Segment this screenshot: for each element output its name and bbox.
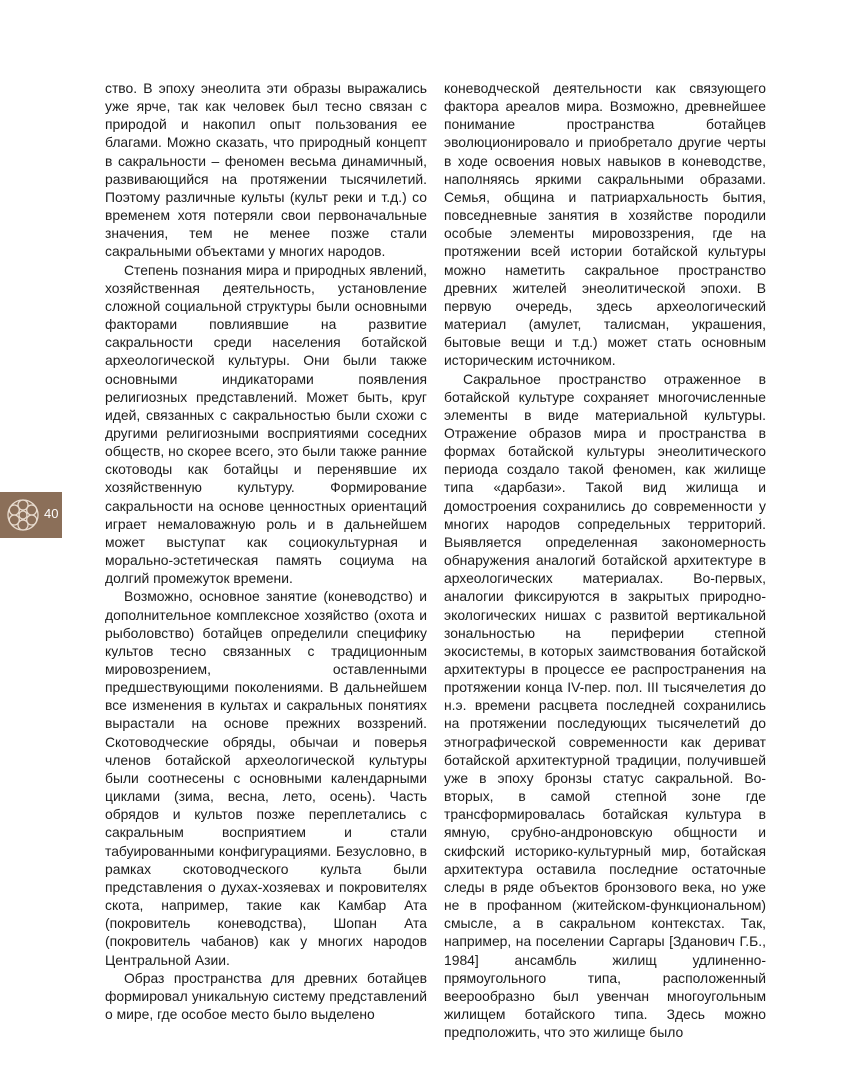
paragraph: Степень познания мира и природных явлений, хозяйственная деятельность, установление сложной социальной структуры были основными факторами повлиявшие на развитие сакральности среди населения ботайской археологической культуры. Они были также основными индикаторами появления религиозных представлений. Может быть, круг идей, связанных с сакральностью были схожи с другими религиозными восприятиями соседних обществ, но скорее всего, это были также ранние скотоводы как ботайцы и перенявшие их хозяйственную культуру. Формирование сакральности на основе ценностных ориентаций играет немаловажную роль и в дальнейшем может выступат как социокультурная и морально-эстетическая память социума на долгий промежуток времени. [105,261,427,587]
right-text-column [444,79,766,1041]
rosette-ornament-icon [4,497,42,533]
left-text-column [105,79,427,1023]
paragraph: ство. В эпоху энеолита эти образы выражались уже ярче, так как человек был тесно связан с природой и накопил опыт пользования ее благами. Можно сказать, что природный концепт в сакральности – феномен весьма динамичный, развивающийся на протяжении тысячилетий. Поэтому различные культы (культ реки и т.д.) со временем хотя потеряли свои первоначальные значения, тем не менее позже стали сакральными объектами у многих народов. [105,80,427,260]
paragraph: Сакральное пространство отраженное в ботайской культуре сохраняет многочисленные элементы в виде материальной культуры. Отражение образов мира и пространства в формах ботайской культуры энеолитического периода создало такой феномен, как жилище типа «дарбази». Такой вид жилища и домостроения сохранились до современности у многих народов сопредельных территорий. Выявляется определенная закономерность обнаружения аналогий ботайской архитектуре в археологических материалах. Во-первых, аналогии фиксируются в закрытых природно-экологических нишах с развитой вертикальной зональностью на периферии степной экосистемы, в которых заимствования ботайской архитектуры в процессе ее распространения на протяжении конца IV-пер. пол. III тысячелетия до н.э. времени расцвета последней сохранились на протяжении последующих тысячелетий до этнографической современности как дериват ботайской архитектурной традиции, получившей уже в эпоху бронзы статус сакральной. Во-вторых, в самой степной зоне где трансформировалась ботайская культура в ямную, срубно-андроновскую общности и скифский историко-культурный мир, ботайская архитектура оставила последние остаточные следы в ряде объектов бронзового века, но уже не в профанном (житейском-функциональном) смысле, а в сакральном контекстах. Так, например, на поселении Саргары [Зданович Г.Б., 1984] ансамбль жилищ удлиненно-прямоугольного типа, расположенный веерообразно был увенчан многоугольным жилищем ботайского типа. Здесь можно предположить, что это жилище было [444,370,766,1041]
page-number-tab [0,492,62,538]
paragraph: Возможно, основное занятие (коневодство) и дополнительное комплексное хозяйство (охота и рыболовство) ботайцев определили специфику культов тесно связанных с традиционным мировозрением, оставленными предшествующими поколениями. В дальнейшем все изменения в культах и сакральных понятиях вырастали на основе прежних воззрений. Скотоводческие обряды, обычаи и поверья членов ботайской археологической культуры были соотнесены с основными календарными циклами (зима, весна, лето, осень). Часть обрядов и культов позже переплетались с сакральным восприятием и стали табуированными конфигурациями. Безусловно, в рамках скотоводческого культа были представления о духах-хозяевах и покровителях скота, например, такие как Камбар Ата (покровитель коневодства), Шопан Ата (покровитель чабанов) как у многих народов Центральной Азии. [105,588,427,968]
paragraph: Образ пространства для древних ботайцев формировал уникальную систему представлений о мире, где особое место было выделено [105,969,427,1022]
paragraph: коневодческой деятельности как связующего фактора ареалов мира. Возможно, древнейшее понимание пространства ботайцев эволюционировало и приобретало другие черты в ходе освоения новых навыков в коневодстве, наполняясь яркими сакральными образами. Семья, община и патриархальность бытия, повседневные занятия в хозяйстве породили особые элементы мировоззрения, где на протяжении всей истории ботайской культуры можно наметить сакральное пространство древних жителей энеолитической эпохи. В первую очередь, здесь археологический материал (амулет, талисман, украшения, бытовые вещи и т.д.) может стать основным историческим источником. [444,80,766,369]
page-number: 40 [44,506,59,521]
